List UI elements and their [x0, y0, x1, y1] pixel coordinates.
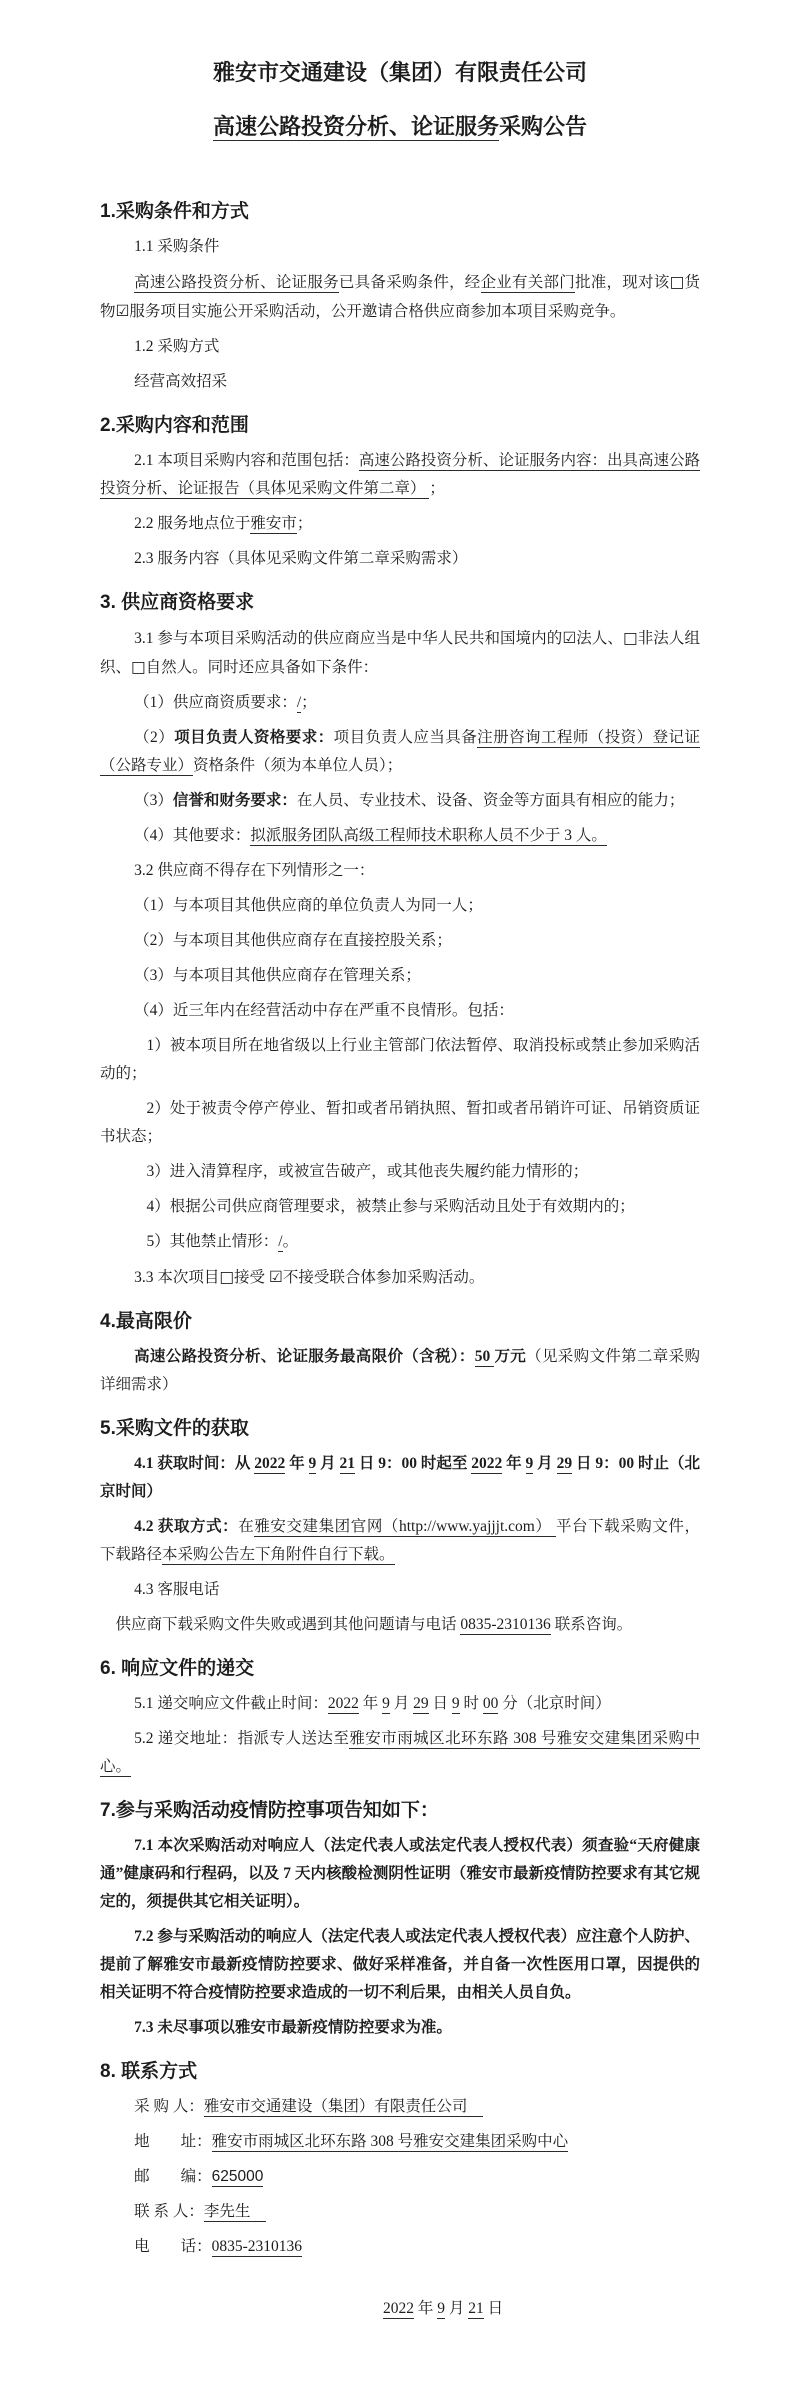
text-segment: 企业有关部门 [480, 274, 576, 291]
text-segment: ； [296, 515, 313, 532]
unchecked-checkbox-icon: □ [131, 658, 146, 676]
section-6-heading [100, 1655, 700, 1683]
text-segment: 21 [468, 2300, 484, 2317]
para-3-1-item1 [100, 689, 700, 717]
text-segment: ； [429, 480, 445, 497]
text-segment: 2022 [383, 2300, 414, 2317]
text-segment: 0835-2310136 [211, 2238, 303, 2255]
section-7-heading [100, 1797, 700, 1825]
text-segment: 7.参与采购活动疫情防控事项告知如下： [100, 1800, 439, 1821]
text-segment: 2.采购内容和范围 [100, 415, 249, 436]
para-3-2-item1 [100, 892, 700, 920]
unchecked-checkbox-icon: □ [669, 273, 685, 291]
text-segment: 9 [382, 1695, 390, 1712]
doc-title-line2 [100, 100, 700, 154]
text-segment: 分（北京时间） [498, 1695, 611, 1712]
text-segment: 5.2 递交地址：指派专人送达至 [134, 1730, 350, 1747]
text-segment: 4.1 获取时间：从 [134, 1455, 255, 1472]
text-segment: 21 [339, 1455, 356, 1472]
text-segment: 3.1 参与本项目采购活动的供应商应当是中华人民共和国境内的 [134, 630, 563, 647]
para-6-address [100, 1725, 700, 1781]
para-3-1-item4 [100, 822, 700, 850]
text-segment: 。 [282, 1233, 299, 1250]
text-segment: 2022 [327, 1695, 359, 1712]
text-segment: 自然人。同时还应具备如下条件： [145, 659, 379, 676]
para-4-price [100, 1343, 700, 1399]
text-segment: （1）供应商资质要求： [134, 694, 297, 711]
text-segment: 2.3 服务内容（具体见采购文件第二章采购需求） [134, 550, 468, 567]
text-segment: 平台下载采购文件，下载路径 [100, 1518, 700, 1563]
para-3-2-sub4 [100, 1193, 700, 1221]
para-3-2-sub5 [100, 1228, 700, 1256]
text-segment: 雅安市雨城区北环东路 308 号雅安交建集团采购中心 [211, 2133, 569, 2150]
para-5-time [100, 1450, 700, 1506]
text-segment: 雅安市交通建设（集团）有限责任公司 [203, 2098, 483, 2115]
text-segment: 年 [285, 1455, 309, 1472]
text-segment: 信誉和财务要求： [172, 792, 297, 809]
text-segment: 5）其他禁止情形： [146, 1233, 279, 1250]
para-1-1-body [100, 268, 700, 326]
text-segment: 高速公路投资分析、论证服务内容：出具高速公路投资分析、论证报告（具体见采购文件第二章） [100, 452, 700, 497]
text-segment: ； [301, 694, 317, 711]
para-7-2 [100, 1923, 700, 2007]
text-segment: 日 9：00 时起至 [355, 1455, 472, 1472]
text-segment: 7.1 本次采购活动对响应人（法定代表人或法定代表人授权代表）须查验“天府健康通”健康码和行程码，以及 7 天内核酸检测阴性证明（雅安市最新疫情防控要求有其它规定的，须提供其它相关证明）。 [100, 1837, 700, 1910]
text-segment: 1.采购条件和方式 [100, 201, 249, 222]
text-segment: （4）其他要求： [134, 827, 251, 844]
contact-person [100, 2198, 700, 2226]
para-3-2-item3 [100, 962, 700, 990]
text-segment: 本采购公告左下角附件自行下载。 [162, 1546, 395, 1563]
text-segment: 高速公路投资分析、论证服务 [212, 114, 499, 139]
text-segment: 年 [502, 1455, 526, 1472]
text-segment: 项目负责人资格要求： [174, 729, 334, 746]
section-2-heading [100, 412, 700, 440]
text-segment: 2）处于被责令停产停业、暂扣或者吊销执照、暂扣或者吊销许可证、吊销资质证书状态； [100, 1100, 700, 1145]
text-segment: 5.采购文件的获取 [100, 1418, 249, 1439]
text-segment: 资格条件（须为本单位人员）； [193, 757, 403, 774]
text-segment: 月 [389, 1695, 414, 1712]
text-segment: （4）近三年内在经营活动中存在严重不良情形。包括： [134, 1002, 514, 1019]
text-segment: 法人、 [576, 630, 624, 647]
text-segment: 2.2 服务地点位于 [134, 515, 251, 532]
para-3-1-item2 [100, 724, 700, 780]
contact-purchaser [100, 2093, 700, 2121]
text-segment: 服务项目实施公开采购活动，公开邀请合格供应商参加本项目采购竞争。 [129, 303, 626, 320]
para-5-method [100, 1513, 700, 1569]
text-segment: 日 [428, 1695, 452, 1712]
text-segment: 1.1 采购条件 [134, 238, 220, 255]
text-segment: 6. 响应文件的递交 [100, 1658, 255, 1679]
text-segment: 3）进入清算程序，或被宣告破产，或其他丧失履约能力情形的； [146, 1163, 589, 1180]
para-1-1-label [100, 233, 700, 261]
checked-checkbox-icon: ☑ [562, 629, 577, 647]
text-segment: 2.1 本项目采购内容和范围包括： [134, 452, 359, 469]
text-segment: 地 址： [134, 2133, 212, 2150]
para-1-2-label [100, 333, 700, 361]
text-segment: 注册咨询工程师（投资）登记证（公路专业） [100, 729, 700, 774]
text-segment: 1.2 采购方式 [134, 338, 220, 355]
text-segment: 项目负责人应当具备 [333, 729, 478, 746]
text-segment: 拟派服务团队高级工程师技术职称人员不少于 3 人。 [250, 827, 607, 844]
text-segment: （2） [134, 729, 175, 746]
checked-checkbox-icon: ☑ [115, 302, 130, 320]
para-3-2-sub3 [100, 1158, 700, 1186]
contact-postcode [100, 2163, 700, 2191]
text-segment: 月 [445, 2300, 469, 2317]
section-1-heading [100, 198, 700, 226]
text-segment: / [296, 694, 302, 711]
para-1-2-body [100, 368, 700, 396]
checked-checkbox-icon: ☑ [268, 1268, 283, 1286]
unchecked-checkbox-icon: □ [623, 629, 638, 647]
text-segment: 4.3 客服电话 [134, 1581, 220, 1598]
text-segment: 0835-2310136 [460, 1616, 551, 1633]
text-segment: （2）与本项目其他供应商存在直接控股关系； [134, 932, 452, 949]
text-segment: 9 [525, 1455, 534, 1472]
text-segment: 在人员、专业技术、设备、资金等方面具有相应的能力； [296, 792, 685, 809]
text-segment: 经营高效招采 [134, 373, 228, 390]
text-segment: （见采购文件第二章采购详细需求） [100, 1348, 700, 1393]
text-segment: 4）根据公司供应商管理要求，被禁止参与采购活动且处于有效期内的； [146, 1198, 635, 1215]
text-segment: 00 [482, 1695, 499, 1712]
text-segment: 625000 [211, 2168, 264, 2185]
text-segment: 联系咨询。 [550, 1616, 633, 1633]
text-segment: 在 [238, 1518, 255, 1535]
text-segment: 月 [316, 1455, 340, 1472]
para-3-2-sub1 [100, 1032, 700, 1088]
text-segment: 日 9：00 时止（北京时间） [100, 1455, 700, 1500]
text-segment: 货物 [100, 274, 700, 320]
para-7-1 [100, 1832, 700, 1916]
text-segment: 1）被本项目所在地省级以上行业主管部门依法暂停、取消投标或禁止参加采购活动的； [100, 1037, 700, 1082]
text-segment: 7.2 参与采购活动的响应人（法定代表人或法定代表人授权代表）应注意个人防护、提前了解雅安市最新疫情防控要求、做好采样准备，并自备一次性医用口罩，因提供的相关证明不符合疫情防控要求造成的一切不利后果，由相关人员自负。 [100, 1928, 700, 2001]
text-segment: / [278, 1233, 283, 1250]
text-segment: 高速公路投资分析、论证服务 [134, 274, 339, 291]
text-segment: 万元 [494, 1348, 527, 1365]
text-segment: 年 [358, 1695, 383, 1712]
text-segment: 不接受联合体参加采购活动。 [282, 1269, 485, 1286]
unchecked-checkbox-icon: □ [219, 1268, 235, 1286]
text-segment: 非法人组织、 [100, 630, 700, 676]
text-segment: 雅安市交通建设（集团）有限责任公司 [212, 60, 587, 85]
text-segment: 邮 编： [134, 2168, 212, 2185]
text-segment: 9 [308, 1455, 317, 1472]
text-segment: （3） [134, 792, 173, 809]
text-segment: 时 [459, 1695, 483, 1712]
text-segment: 29 [556, 1455, 573, 1472]
text-segment: 5.1 递交响应文件截止时间： [134, 1695, 328, 1712]
text-segment: 采 购 人： [134, 2098, 204, 2115]
text-segment: 李先生 [203, 2203, 266, 2220]
para-2-1 [100, 447, 700, 503]
doc-title-line1 [100, 46, 700, 100]
text-segment: 3.2 供应商不得存在下列情形之一： [134, 862, 375, 879]
text-segment: 4.最高限价 [100, 1311, 192, 1332]
text-segment: 雅安市 [250, 515, 297, 532]
text-segment: 7.3 未尽事项以雅安市最新疫情防控要求为准。 [134, 2019, 452, 2036]
text-segment: 50 [474, 1348, 495, 1365]
section-5-heading [100, 1415, 700, 1443]
text-segment: 29 [413, 1695, 429, 1712]
contact-phone [100, 2233, 700, 2261]
text-segment: 日 [483, 2300, 504, 2317]
text-segment: 批准，现对该 [575, 274, 670, 291]
text-segment: 2022 [254, 1455, 286, 1472]
text-segment: 采购公告 [499, 114, 588, 139]
text-segment: 电 话： [134, 2238, 212, 2255]
text-segment: （3）与本项目其他供应商存在管理关系； [134, 967, 421, 984]
para-2-2 [100, 510, 700, 538]
text-segment: 联 系 人： [134, 2203, 204, 2220]
announcement-date [100, 2295, 700, 2323]
contact-address [100, 2128, 700, 2156]
text-segment: 9 [451, 1695, 460, 1712]
section-4-heading [100, 1308, 700, 1336]
text-segment: 雅安交建集团官网（http://www.yajjjt.com） [254, 1518, 556, 1535]
text-segment: （1）与本项目其他供应商的单位负责人为同一人； [134, 897, 483, 914]
para-2-3 [100, 545, 700, 573]
text-segment: 月 [533, 1455, 557, 1472]
text-segment: 9 [437, 2300, 446, 2317]
para-3-1-item3 [100, 787, 700, 815]
para-3-2-sub2 [100, 1095, 700, 1151]
para-3-2 [100, 857, 700, 885]
section-3-heading [100, 589, 700, 617]
para-7-3 [100, 2014, 700, 2042]
para-3-1 [100, 624, 700, 682]
text-segment: 2022 [471, 1455, 503, 1472]
para-5-hotline-label [100, 1576, 700, 1604]
text-segment: 3.3 本次项目 [134, 1269, 220, 1286]
text-segment: 8. 联系方式 [100, 2061, 198, 2082]
para-6-deadline [100, 1690, 700, 1718]
para-3-2-item4 [100, 997, 700, 1025]
section-8-heading [100, 2058, 700, 2086]
para-5-hotline-body [100, 1611, 700, 1639]
text-segment: 雅安市雨城区北环东路 308 号雅安交建集团采购中心。 [100, 1730, 700, 1775]
text-segment: 3. 供应商资格要求 [100, 592, 255, 613]
text-segment: 高速公路投资分析、论证服务最高限价（含税）： [134, 1348, 475, 1365]
text-segment: 4.2 获取方式： [134, 1518, 239, 1535]
para-3-2-item2 [100, 927, 700, 955]
text-segment: 接受 [234, 1269, 269, 1286]
text-segment: 已具备采购条件，经 [338, 274, 481, 291]
text-segment: 供应商下载采购文件失败或遇到其他问题请与电话 [115, 1616, 461, 1633]
para-3-3 [100, 1263, 700, 1292]
text-segment: 年 [414, 2300, 438, 2317]
